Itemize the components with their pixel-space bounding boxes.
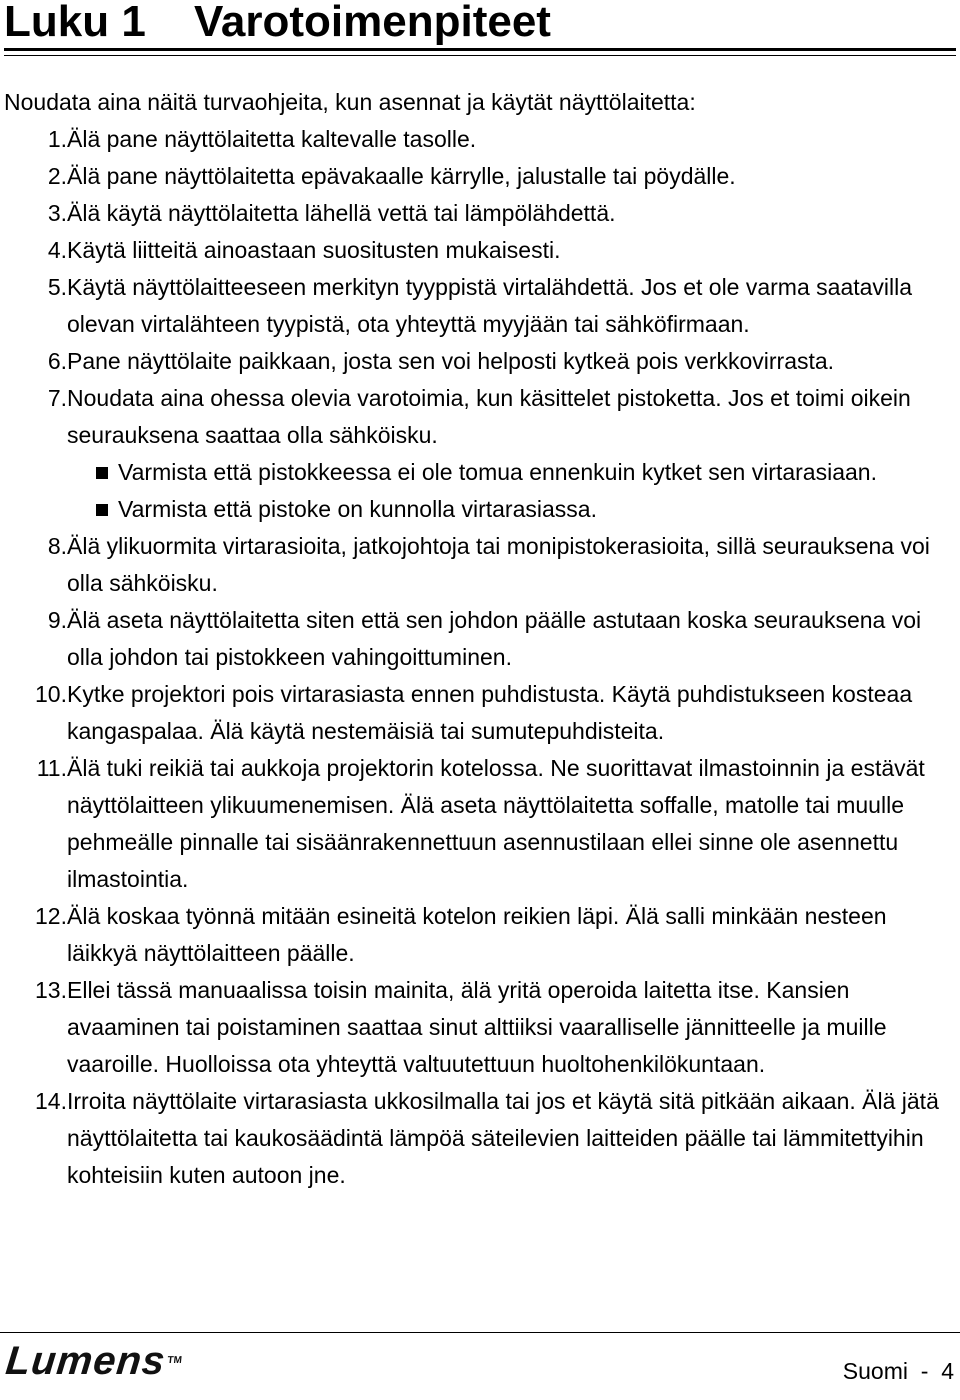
chapter-number: Luku 1 xyxy=(4,0,146,46)
list-item xyxy=(4,232,956,269)
list-item xyxy=(4,750,956,898)
list-item xyxy=(4,195,956,232)
page-number: Suomi - 4 xyxy=(842,1358,954,1384)
item-text: Älä pane näyttölaitetta kaltevalle tasolle. xyxy=(67,126,477,152)
item-number: 13. xyxy=(35,977,67,1003)
item-text: Käytä liitteitä ainoastaan suositusten mukaisesti. xyxy=(67,237,561,263)
item-number: 9. xyxy=(47,607,67,633)
item-text: Älä koskaa työnnä mitään esineitä kotelon reikien läpi. Älä salli minkään nesteen läikkyä näyttölaitteen päälle. xyxy=(67,903,887,966)
item-text: Pane näyttölaite paikkaan, josta sen voi helposti kytkeä pois verkkovirrasta. xyxy=(67,348,835,374)
chapter-title: Varotoimenpiteet xyxy=(194,0,551,46)
item-text: Älä pane näyttölaitetta epävakaalle kärrylle, jalustalle tai pöydälle. xyxy=(67,163,736,189)
item-number: 6. xyxy=(47,348,67,374)
sub-item-text: Varmista että pistoke on kunnolla virtarasiassa. xyxy=(118,496,597,522)
list-item xyxy=(4,602,956,676)
item-text: Noudata aina ohessa olevia varotoimia, kun käsittelet pistoketta. Jos et toimi oikein seurauksena saattaa olla sähköisku. xyxy=(67,385,911,448)
item-number: 1. xyxy=(47,126,67,152)
list-item xyxy=(4,343,956,380)
list-item xyxy=(4,972,956,1083)
title-rule xyxy=(4,48,956,51)
item-number: 14. xyxy=(35,1088,67,1114)
square-bullet-icon xyxy=(92,491,118,528)
item-text: Käytä näyttölaitteeseen merkityn tyyppistä virtalähdettä. Jos et ole varma saatavilla olevan virtalähteen tyypistä, ota yhteyttä myyjään tai sähköfirmaan. xyxy=(67,274,913,337)
lumens-logo xyxy=(4,1339,184,1383)
list-item xyxy=(4,676,956,750)
item-text: Älä tuki reikiä tai aukkoja projektorin kotelossa. Ne suorittavat ilmastoinnin ja estävät näyttölaitteen ylikuumenemisen. Älä aseta näyttölaitetta soffalle, matolle tai muulle pehmeälle pinnalle tai sisäänrakennettuun asennustilaan ellei sinne ole asennettu ilmastointia. xyxy=(67,755,925,892)
item-text: Älä aseta näyttölaitetta siten että sen johdon päälle astutaan koska seurauksena voi olla johdon tai pistokkeen vahingoittuminen. xyxy=(67,607,922,670)
list-item xyxy=(4,898,956,972)
item-number: 2. xyxy=(47,163,67,189)
precautions-list xyxy=(4,121,956,1194)
item-number: 4. xyxy=(47,237,67,263)
logo-text: Lumens xyxy=(3,1339,168,1383)
item-number: 3. xyxy=(47,200,67,226)
trademark-mark: TM xyxy=(166,1355,183,1366)
item-number: 5. xyxy=(47,274,67,300)
list-item xyxy=(4,380,956,454)
list-item xyxy=(4,158,956,195)
item-text: Älä ylikuormita virtarasioita, jatkojohtoja tai monipistokerasioita, sillä seurauksena voi olla sähköisku. xyxy=(67,533,930,596)
sub-list-item xyxy=(4,454,956,491)
footer-rule xyxy=(0,1332,960,1333)
item-number: 10. xyxy=(35,681,67,707)
item-text: Älä käytä näyttölaitetta lähellä vettä tai lämpölähdettä. xyxy=(67,200,616,226)
item-text: Irroita näyttölaite virtarasiasta ukkosilmalla tai jos et käytä sitä pitkään aikaan. Älä jätä näyttölaitetta tai kaukosäädintä lämpöä säteilevien laitteiden päälle tai lämmitettyihin kohteisiin kuten autoon jne. xyxy=(67,1088,939,1188)
item-number: 11. xyxy=(36,755,67,781)
list-item xyxy=(4,528,956,602)
list-item xyxy=(4,121,956,158)
page-title xyxy=(4,0,551,48)
list-item xyxy=(4,1083,956,1194)
sub-item-text: Varmista että pistokkeessa ei ole tomua ennenkuin kytket sen virtarasiaan. xyxy=(118,459,877,485)
square-bullet-icon xyxy=(92,454,118,491)
intro-text: Noudata aina näitä turvaohjeita, kun asennat ja käytät näyttölaitetta: xyxy=(4,89,696,115)
item-text: Ellei tässä manuaalissa toisin mainita, älä yritä operoida laitetta itse. Kansien avaaminen tai poistaminen saattaa sinut alttiiksi vaaralliselle jännitteelle ja muille vaaroille. Huolloissa ota yhteyttä valtuutettuun huoltohenkilökuntaan. xyxy=(67,977,887,1077)
item-number: 8. xyxy=(47,533,67,559)
item-number: 7. xyxy=(47,385,67,411)
item-text: Kytke projektori pois virtarasiasta ennen puhdistusta. Käytä puhdistukseen kosteaa kangaspalaa. Älä käytä nestemäisiä tai sumutepuhdisteita. xyxy=(67,681,913,744)
item-number: 12. xyxy=(35,903,67,929)
sub-list-item xyxy=(4,491,956,528)
list-item xyxy=(4,269,956,343)
title-rule-thin xyxy=(4,55,956,56)
